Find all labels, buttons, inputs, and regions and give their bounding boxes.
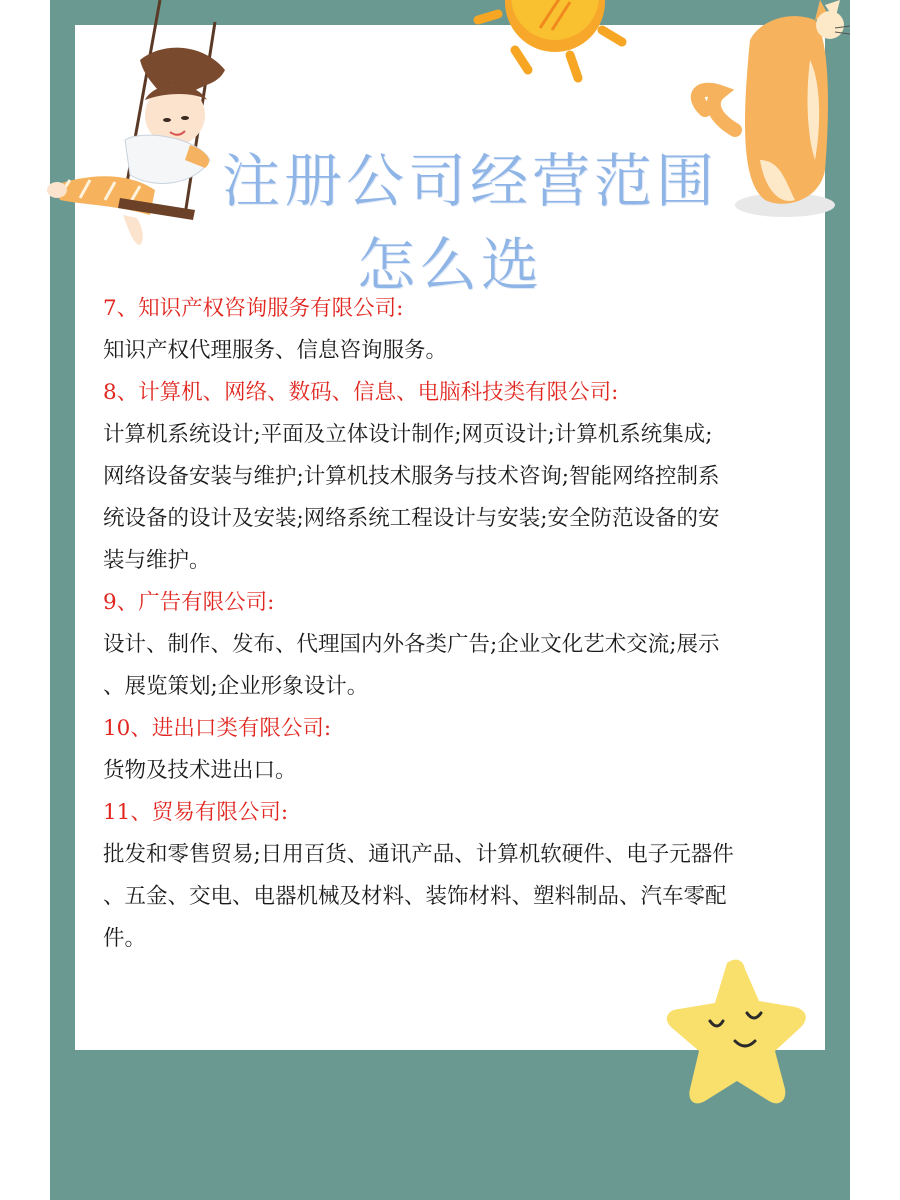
business-scope-list xyxy=(103,288,818,960)
page-title-line-1: 注册公司经营范围 xyxy=(221,147,718,215)
section-text: 设计、制作、发布、代理国内外各类广告;企业文化艺术交流;展示 xyxy=(103,632,720,657)
section-10 xyxy=(103,708,818,792)
section-7 xyxy=(103,288,818,372)
section-text: 批发和零售贸易;日用百货、通讯产品、计算机软硬件、电子元器件 xyxy=(103,842,734,867)
section-heading: 8、计算机、网络、数码、信息、电脑科技类有限公司: xyxy=(103,380,619,405)
section-heading: 9、广告有限公司: xyxy=(103,590,275,615)
page-title-line-2: 怎么选 xyxy=(356,231,543,299)
section-text: 货物及技术进出口。 xyxy=(103,758,297,783)
section-text: 网络设备安装与维护;计算机技术服务与技术咨询;智能网络控制系 xyxy=(103,464,720,489)
section-text: 计算机系统设计;平面及立体设计制作;网页设计;计算机系统集成; xyxy=(103,422,713,447)
section-heading: 7、知识产权咨询服务有限公司: xyxy=(103,296,404,321)
section-text: 知识产权代理服务、信息咨询服务。 xyxy=(103,338,448,363)
section-heading: 10、进出口类有限公司: xyxy=(103,716,332,741)
section-text: 统设备的设计及安装;网络系统工程设计与安装;安全防范设备的安 xyxy=(103,506,720,531)
smiling-star-illustration xyxy=(655,955,820,1120)
section-8 xyxy=(103,372,818,582)
section-text: 、五金、交电、电器机械及材料、装饰材料、塑料制品、汽车零配 xyxy=(103,884,727,909)
section-text: 、展览策划;企业形象设计。 xyxy=(103,674,369,699)
section-11 xyxy=(103,792,818,960)
section-text: 件。 xyxy=(103,926,147,951)
section-text: 装与维护。 xyxy=(103,548,211,573)
section-9 xyxy=(103,582,818,708)
section-heading: 11、贸易有限公司: xyxy=(103,800,289,825)
sun-illustration xyxy=(470,0,640,90)
